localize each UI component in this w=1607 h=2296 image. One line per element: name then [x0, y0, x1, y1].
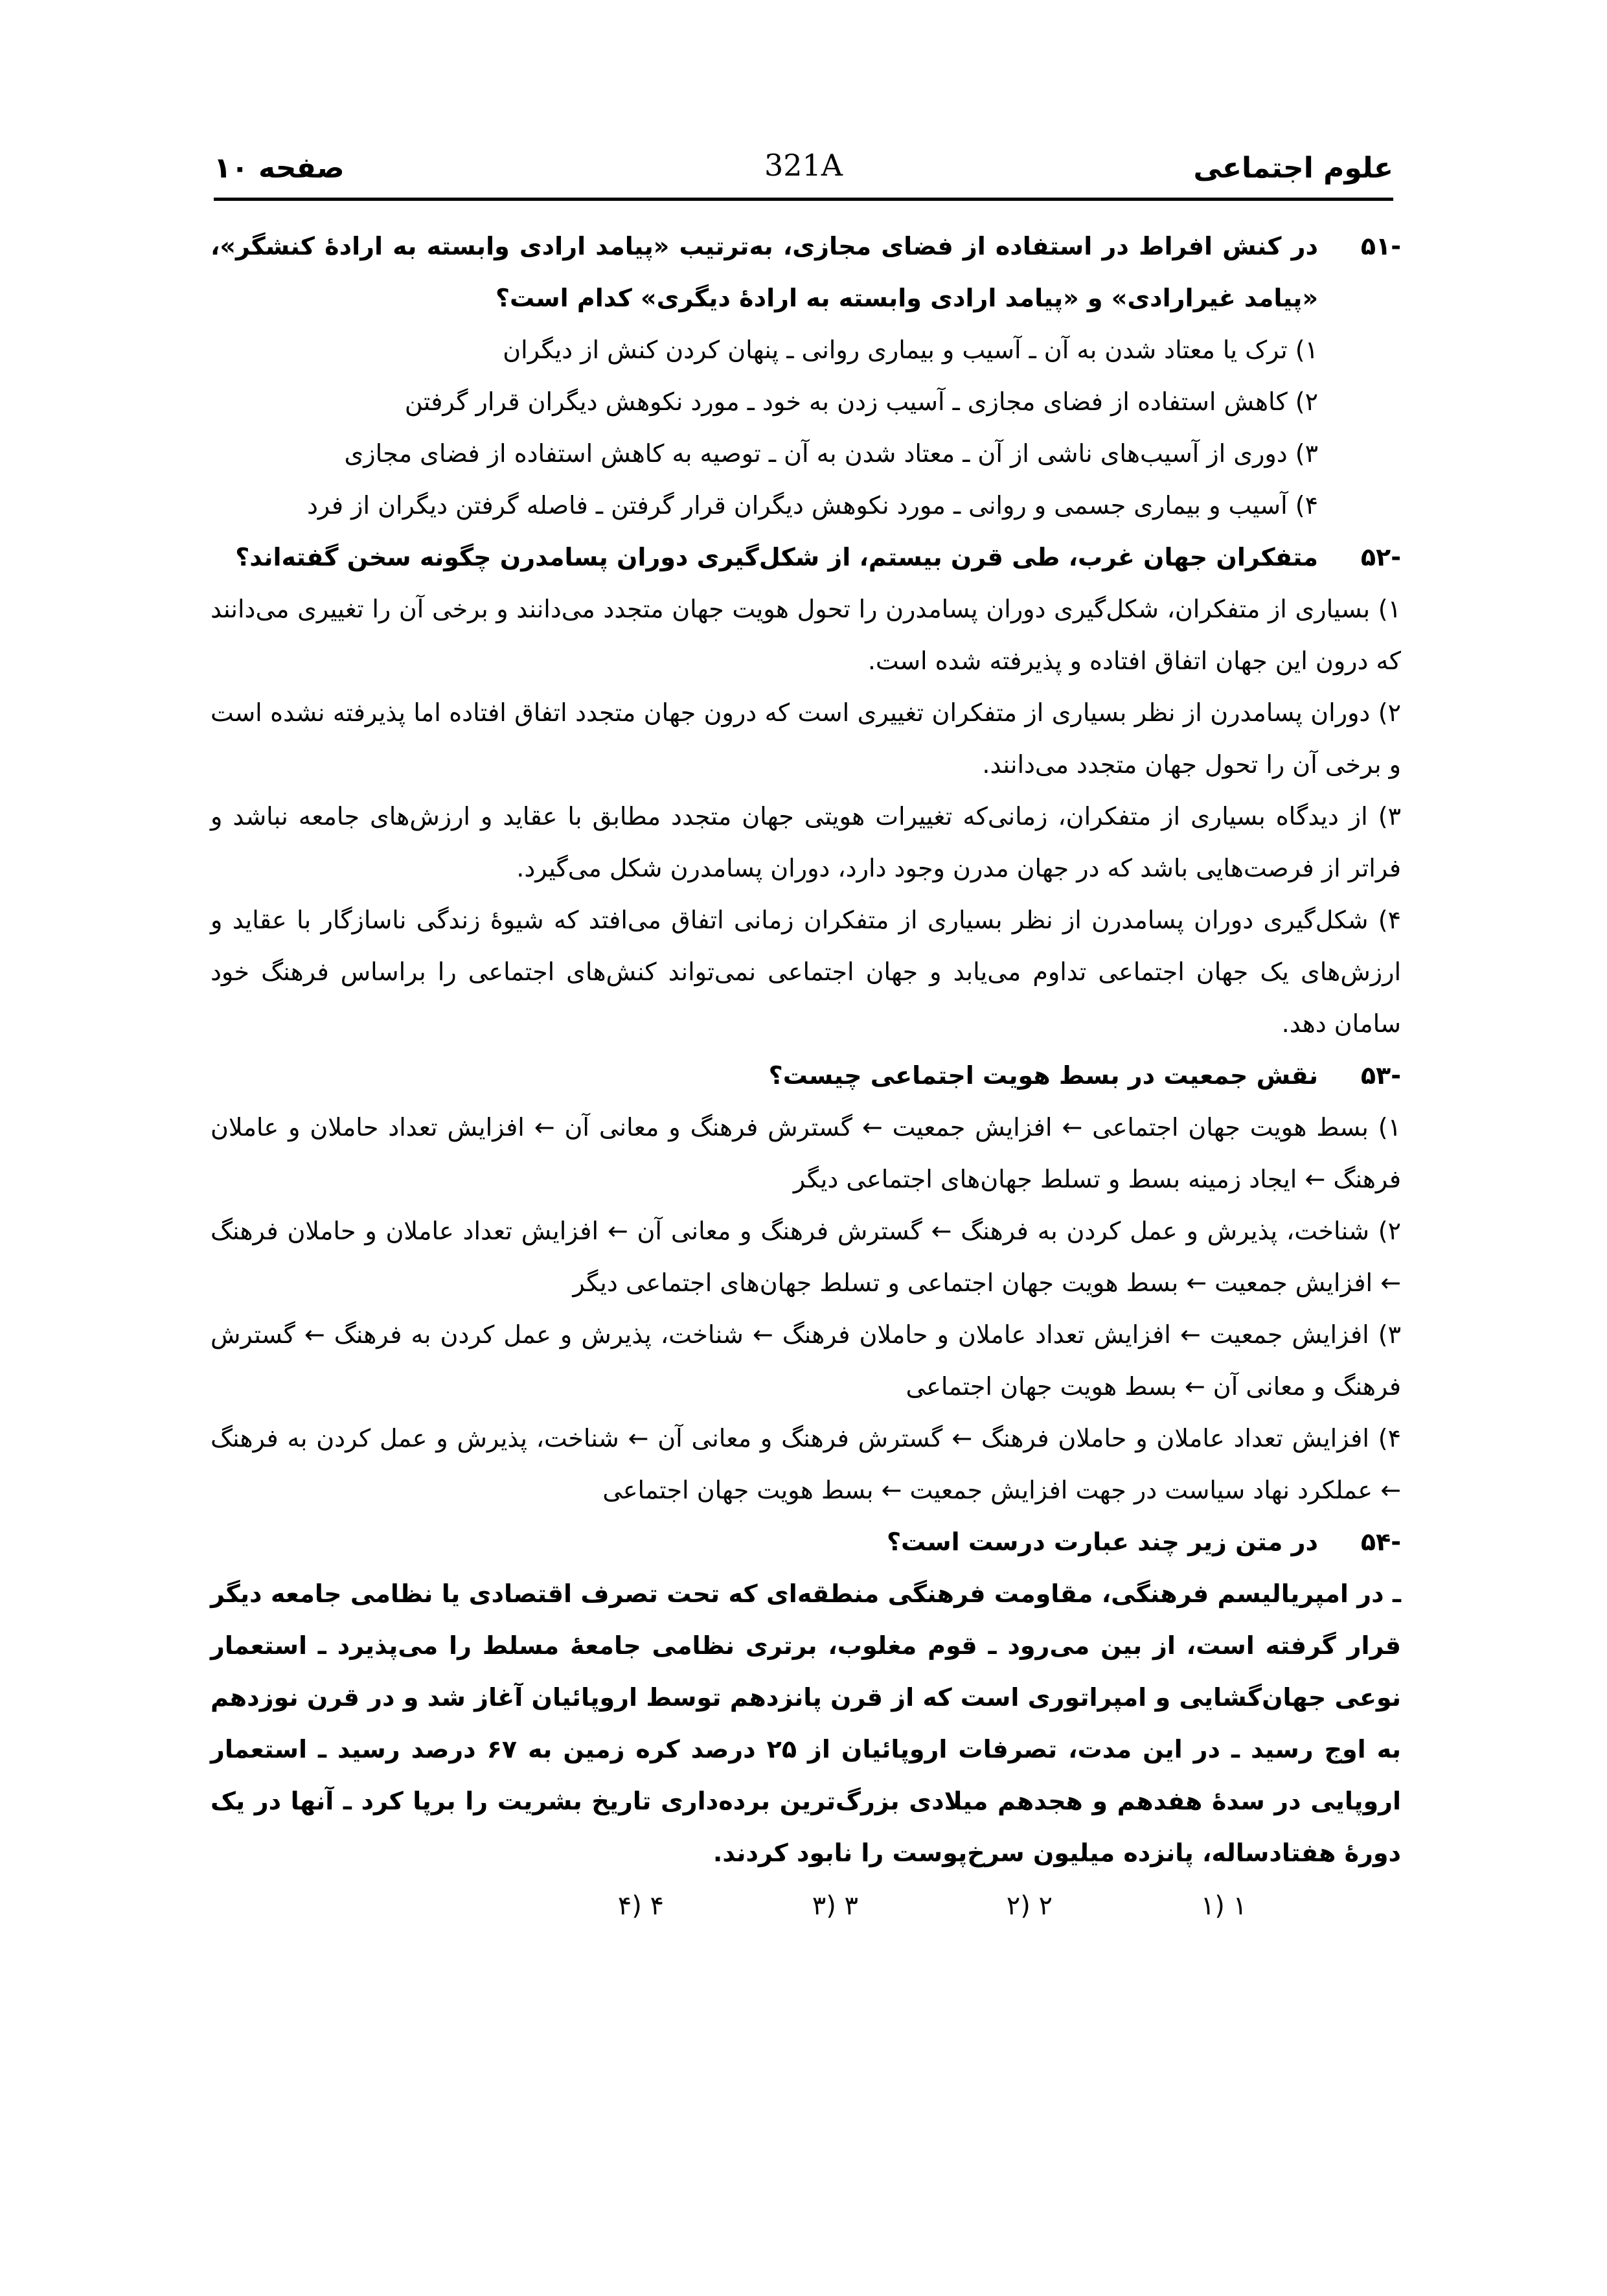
header-divider [214, 198, 1393, 201]
option-3[interactable]: ۳) دوری از آسیب‌های ناشی از آن ـ معتاد شدن به آن ـ توصیه به کاهش استفاده از فضای مجازی [344, 439, 1318, 468]
question-number: -۵۳ [1360, 1061, 1401, 1090]
answer-choice-2[interactable]: ۲ (۲ [1006, 1891, 1053, 1921]
option-2[interactable]: ۲) شناخت، پذیرش و عمل کردن به فرهنگ ← گسترش فرهنگ و معانی آن ← افزایش تعداد عاملان و حاملان فرهنگ ← افزایش جمعیت ← بسط هویت جهان اجتماعی و تسلط جهان‌های اجتماعی دیگر [211, 1217, 1401, 1297]
question-number: -۵۲ [1360, 543, 1401, 571]
option-3[interactable]: ۳) افزایش جمعیت ← افزایش تعداد عاملان و حاملان فرهنگ ← شناخت، پذیرش و عمل کردن به فرهنگ ← گسترش فرهنگ و معانی آن ← بسط هویت جهان اجتماعی [211, 1320, 1401, 1401]
question-number: -۵۴ [1360, 1528, 1401, 1556]
question-54 [211, 1516, 1401, 1932]
option-4[interactable]: ۴) افزایش تعداد عاملان و حاملان فرهنگ ← گسترش فرهنگ و معانی آن ← شناخت، پذیرش و عمل کردن به فرهنگ ← عملکرد نهاد سیاست در جهت افزایش جمعیت ← بسط هویت جهان اجتماعی [211, 1424, 1401, 1504]
question-stem: نقش جمعیت در بسط هویت اجتماعی چیست؟ [768, 1061, 1318, 1090]
question-number: -۵۱ [1360, 232, 1401, 260]
answer-choices [211, 1880, 1318, 1932]
question-52 [211, 531, 1401, 1050]
question-stem: در متن زیر چند عبارت درست است؟ [886, 1528, 1318, 1556]
questions-area [211, 220, 1401, 1932]
option-2[interactable]: ۲) دوران پسامدرن از نظر بسیاری از متفکران تغییری است که درون جهان متجدد اتفاق افتاده اما پذیرفته نشده است و برخی آن را تحول جهان متجدد می‌دانند. [211, 698, 1401, 779]
option-3[interactable]: ۳) از دیدگاه بسیاری از متفکران، زمانی‌که تغییرات هویتی جهان متجدد مطابق با عقاید و ارزش‌های جامعه نباشد و فراتر از فرصت‌هایی باشد که در جهان مدرن وجود دارد، دوران پسامدرن شکل می‌گیرد. [211, 802, 1401, 882]
question-passage: ـ در امپریالیسم فرهنگی، مقاومت فرهنگی منطقه‌ای که تحت تصرف اقتصادی یا نظامی جامعه دیگر قرار گرفته است، از بین می‌رود ـ قوم مغلوب، برتری نظامی جامعهٔ مسلط را می‌پذیرد ـ استعمار نوعی جهان‌گشایی و امپراتوری است که از قرن پانزدهم توسط اروپائیان آغاز شد و در قرن نوزدهم به اوج رسید ـ در این مدت، تصرفات اروپائیان از ۲۵ درصد کره زمین به ۶۷ درصد رسید ـ استعمار اروپایی در سدهٔ هفدهم و هجدهم میلادی بزرگ‌ترین برده‌داری تاریخ بشریت را برپا کرد ـ آنها در یک دورهٔ هفتادساله، پانزده میلیون سرخ‌پوست را نابود کردند. [211, 1579, 1401, 1867]
question-stem: متفکران جهان غرب، طی قرن بیستم، از شکل‌گیری دوران پسامدرن چگونه سخن گفته‌اند؟ [235, 543, 1318, 571]
subject-title: علوم اجتماعی [1193, 152, 1393, 185]
option-1[interactable]: ۱) ترک یا معتاد شدن به آن ـ آسیب و بیماری روانی ـ پنهان کردن کنش از دیگران [503, 336, 1318, 364]
option-1[interactable]: ۱) بسیاری از متفکران، شکل‌گیری دوران پسامدرن را تحول هویت جهان متجدد می‌دانند و برخی آن را تغییری می‌دانند که درون این جهان اتفاق افتاده و پذیرفته شده است. [211, 595, 1401, 675]
question-stem: در کنش افراط در استفاده از فضای مجازی، به‌ترتیب «پیامد ارادی وابسته به ارادهٔ کنشگر»، «پیامد غیرارادی» و «پیامد ارادی وابسته به ارادهٔ دیگری» کدام است؟ [211, 232, 1318, 312]
question-53 [211, 1050, 1401, 1516]
option-1[interactable]: ۱) بسط هویت جهان اجتماعی ← افزایش جمعیت ← گسترش فرهنگ و معانی آن ← افزایش تعداد حاملان و عاملان فرهنگ ← ایجاد زمینه بسط و تسلط جهان‌های اجتماعی دیگر [211, 1113, 1401, 1193]
booklet-code: 321A [764, 148, 843, 183]
answer-choice-1[interactable]: ۱ (۱ [1200, 1891, 1247, 1921]
answer-choice-4[interactable]: ۴ (۴ [617, 1891, 664, 1921]
answer-choice-3[interactable]: ۳ (۳ [812, 1891, 858, 1921]
page-number: صفحه ۱۰ [214, 152, 345, 185]
option-2[interactable]: ۲) کاهش استفاده از فضای مجازی ـ آسیب زدن به خود ـ مورد نکوهش دیگران قرار گرفتن [404, 387, 1318, 416]
page-header [214, 148, 1393, 200]
option-4[interactable]: ۴) آسیب و بیماری جسمی و روانی ـ مورد نکوهش دیگران قرار گرفتن ـ فاصله گرفتن دیگران از فرد [307, 491, 1318, 520]
option-4[interactable]: ۴) شکل‌گیری دوران پسامدرن از نظر بسیاری از متفکران زمانی اتفاق می‌افتد که شیوهٔ زندگی ناسازگار با عقاید و ارزش‌های یک جهان اجتماعی تداوم می‌یابد و جهان اجتماعی نمی‌تواند کنش‌های اجتماعی را براساس فرهنگ خود سامان دهد. [211, 906, 1401, 1038]
question-51 [211, 220, 1401, 531]
